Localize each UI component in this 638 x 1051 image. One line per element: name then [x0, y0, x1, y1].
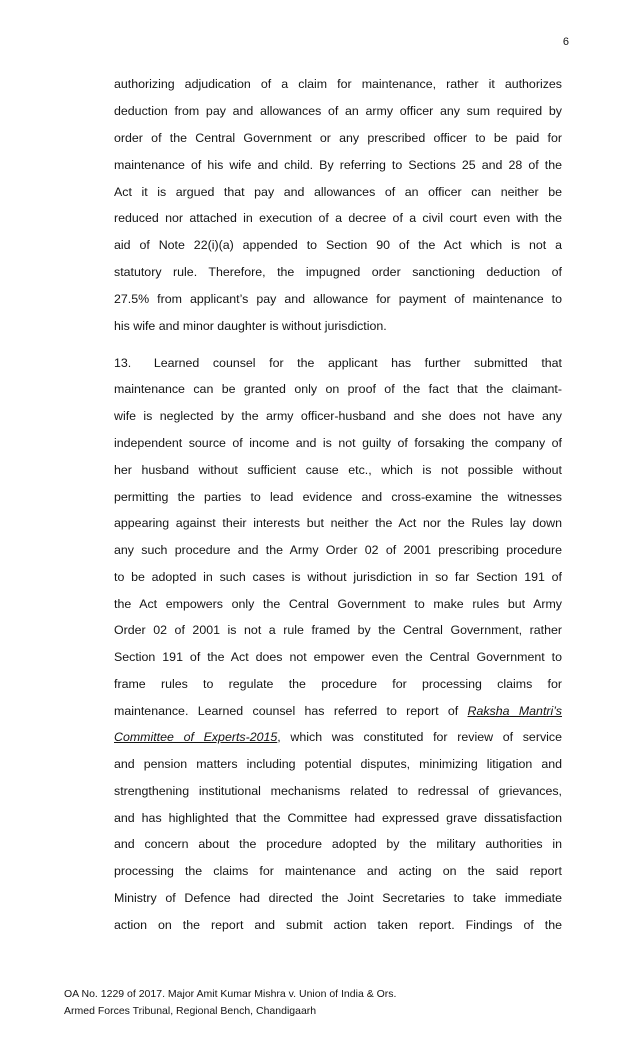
text-line: to be adopted in such cases is without jurisdiction in so far Section 191 of: [114, 570, 562, 584]
text-line: processing the claims for maintenance and acting on the said report: [114, 864, 562, 878]
text-line: appearing against their interests but neither the Act nor the Rules lay down: [114, 516, 562, 530]
text-line: Ministry of Defence had directed the Joint Secretaries to take immediate: [114, 891, 562, 905]
text-line-with-reference: [114, 729, 562, 745]
paragraph-number: 13.: [114, 356, 132, 370]
text-line: and pension matters including potential disputes, minimizing litigation and: [114, 757, 562, 771]
text-line: Section 191 of the Act does not empower even the Central Government to: [114, 650, 562, 664]
paragraph-first-line: [114, 355, 562, 371]
committee-report-reference: Committee of Experts-2015: [114, 730, 278, 744]
text-line: maintenance of his wife and child. By referring to Sections 25 and 28 of the: [114, 158, 562, 172]
text-line: reduced nor attached in execution of a decree of a civil court even with the: [114, 211, 562, 225]
text-line: frame rules to regulate the procedure for processing claims for: [114, 677, 562, 691]
text-line: the Act empowers only the Central Government to make rules but Army: [114, 597, 562, 611]
text-line: and has highlighted that the Committee had expressed grave dissatisfaction: [114, 811, 562, 825]
text-line: any such procedure and the Army Order 02 of 2001 prescribing procedure: [114, 543, 562, 557]
page-number: 6: [562, 36, 569, 48]
text-line: permitting the parties to lead evidence and cross-examine the witnesses: [114, 490, 562, 504]
text-line: wife is neglected by the army officer-husband and she does not have any: [114, 409, 562, 423]
text-line: Act it is argued that pay and allowances of an officer can neither be: [114, 185, 562, 199]
footer-tribunal-name: Armed Forces Tribunal, Regional Bench, Chandigaarh: [64, 1005, 317, 1017]
paragraph-first-line-text: Learned counsel for the applicant has further submitted that: [153, 356, 562, 370]
text-line: her husband without sufficient cause etc., which is not possible without: [114, 463, 562, 477]
text-line: authorizing adjudication of a claim for maintenance, rather it authorizes: [114, 77, 562, 91]
text-line: his wife and minor daughter is without jurisdiction.: [114, 319, 387, 333]
text-line: maintenance can be granted only on proof of the fact that the claimant-: [114, 382, 562, 396]
text-line: Order 02 of 2001 is not a rule framed by the Central Government, rather: [114, 623, 562, 637]
ref-line-prefix: maintenance. Learned counsel has referred to report of: [114, 704, 459, 718]
text-line: statutory rule. Therefore, the impugned order sanctioning deduction of: [114, 265, 562, 279]
text-line: independent source of income and is not guilty of forsaking the company of: [114, 436, 562, 450]
text-line: and concern about the procedure adopted by the military authorities in: [114, 837, 562, 851]
footer-case-citation: OA No. 1229 of 2017. Major Amit Kumar Mishra v. Union of India & Ors.: [64, 988, 397, 1000]
text-line: strengthening institutional mechanisms related to redressal of grievances,: [114, 784, 562, 798]
text-line-with-reference: [114, 703, 562, 719]
text-line: deduction from pay and allowances of an army officer any sum required by: [114, 104, 562, 118]
ref-line-suffix: , which was constituted for review of service: [277, 730, 562, 744]
text-line: aid of Note 22(i)(a) appended to Section 90 of the Act which is not a: [114, 238, 562, 252]
committee-report-reference: Raksha Mantri’s: [467, 704, 562, 718]
text-line: order of the Central Government or any prescribed officer to be paid for: [114, 131, 562, 145]
text-line: action on the report and submit action taken report. Findings of the: [114, 918, 562, 932]
text-line: 27.5% from applicant’s pay and allowance for payment of maintenance to: [114, 292, 562, 306]
